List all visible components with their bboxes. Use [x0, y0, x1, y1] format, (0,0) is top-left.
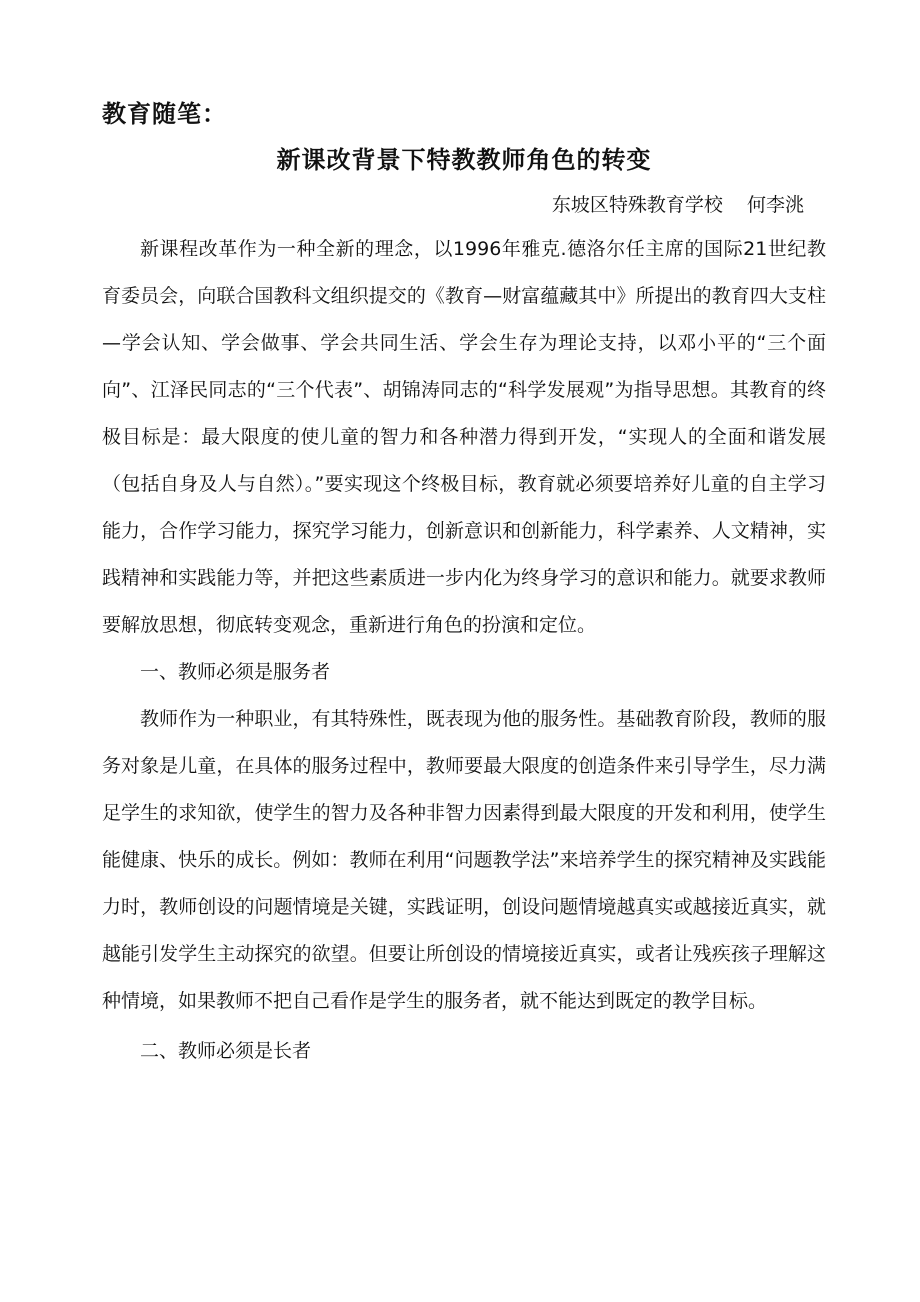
essay-category-label: 教育随笔：	[102, 100, 227, 128]
section-one-paragraph: 教师作为一种职业，有其特殊性，既表现为他的服务性。基础教育阶段，教师的服务对象是儿童，在具体的服务过程中，教师要最大限度的创造条件来引导学生，尽力满足学生的求知欲，使学生的智力及各种非智力因素得到最大限度的开发和利用，使学生能健康、快乐的成长。例如：教师在利用“问题教学法”来培养学生的探究精神及实践能力时，教师创设的问题情境是关键，实践证明，创设问题情境越真实或越接近真实，就越能引发学生主动探究的欲望。但要让所创设的情境接近真实，或者让残疾孩子理解这种情境，如果教师不把自己看作是学生的服务者，就不能达到既定的教学目标。	[102, 708, 826, 1012]
document-page	[102, 96, 826, 1075]
section-heading-two: 二、教师必须是长者	[140, 1040, 312, 1062]
intro-paragraph: 新课程改革作为一种全新的理念，以1996年雅克.德洛尔任主席的国际21世纪教育委员会，向联合国教科文组织提交的《教育—财富蕴藏其中》所提出的教育四大支柱—学会认知、学会做事、学会共同生活、学会生存为理论支持，以邓小平的“三个面向”、江泽民同志的“三个代表”、胡锦涛同志的“科学发展观”为指导思想。其教育的终极目标是：最大限度的使儿童的智力和各种潜力得到开发，“实现人的全面和谐发展（包括自身及人与自然）。”要实现这个终极目标，教育就必须要培养好儿童的自主学习能力，合作学习能力，探究学习能力，创新意识和创新能力，科学素养、人文精神，实践精神和实践能力等，并把这些素质进一步内化为终身学习的意识和能力。就要求教师要解放思想，彻底转变观念，重新进行角色的扮演和定位。	[102, 238, 826, 636]
author-byline: 东坡区特殊教育学校 何李洮	[551, 194, 804, 216]
document-title: 新课改背景下特教教师角色的转变	[276, 146, 652, 174]
section-heading-one: 一、教师必须是服务者	[140, 661, 331, 683]
